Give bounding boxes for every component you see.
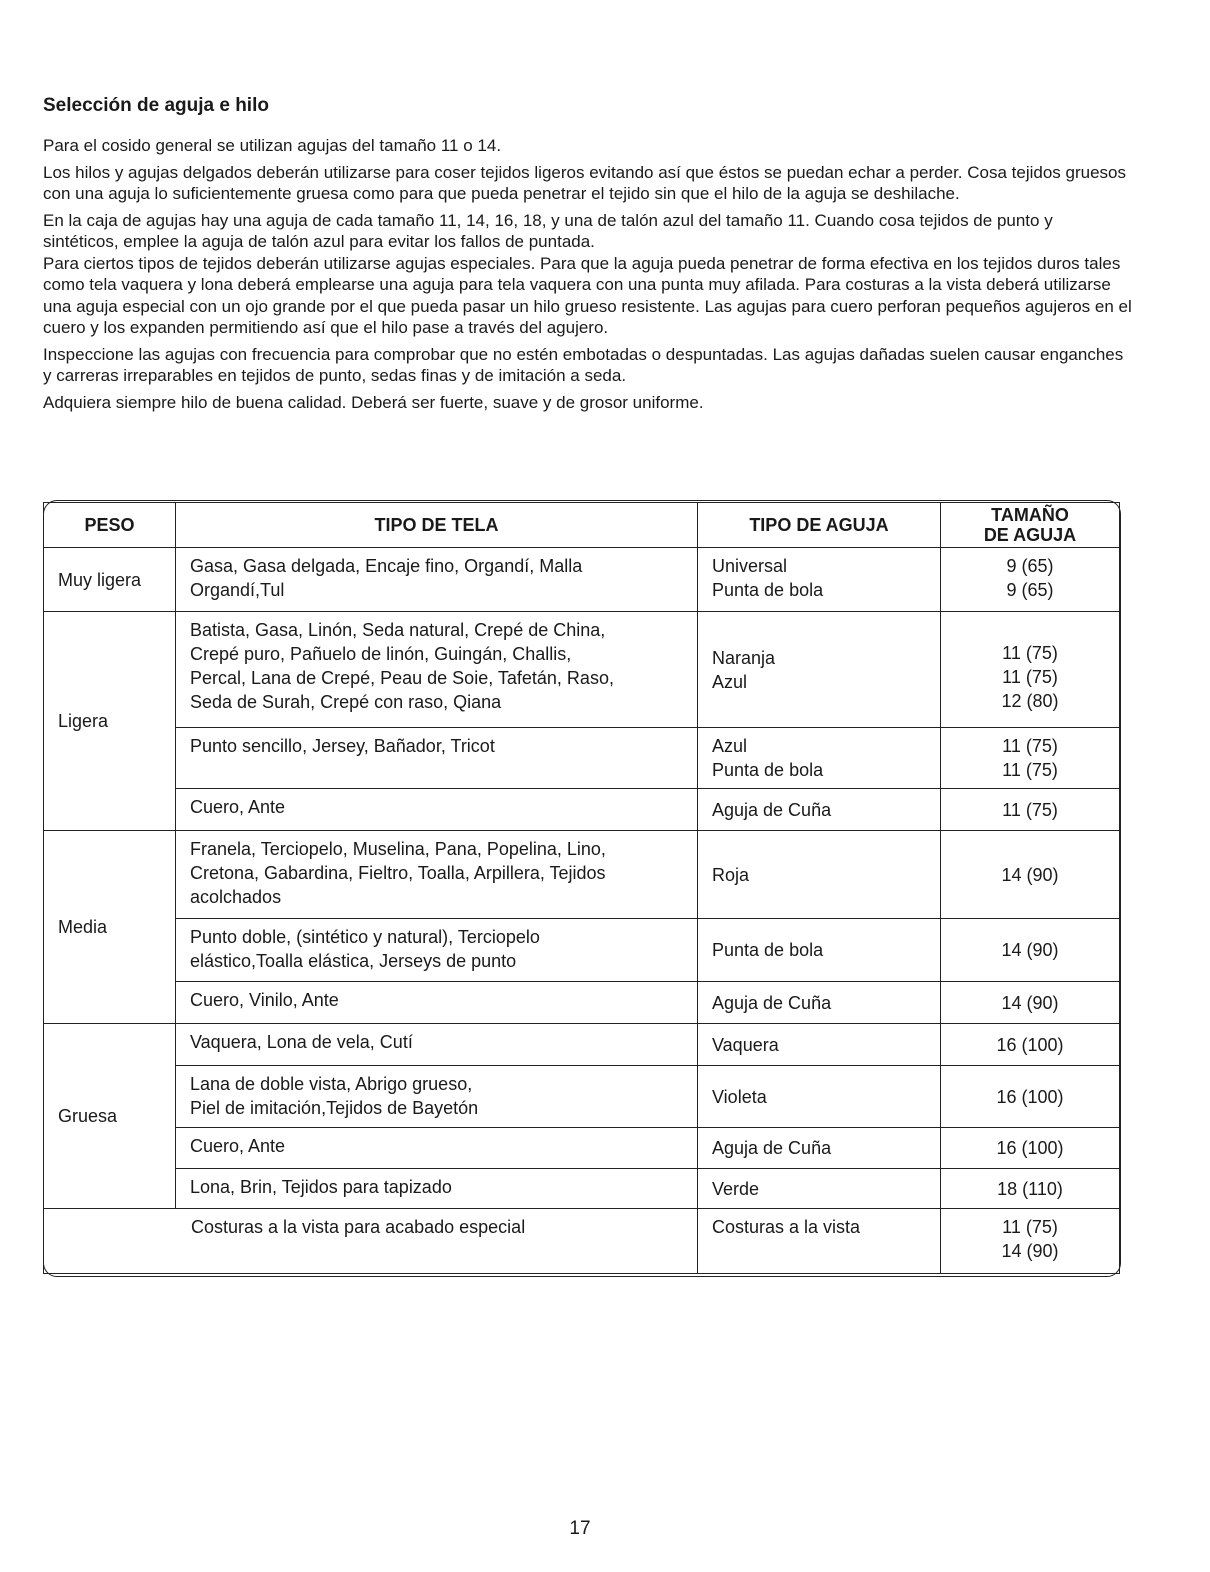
size-cell [941, 919, 1120, 982]
cell-line: Universal [712, 556, 788, 576]
aguja-cell [698, 919, 941, 982]
cell-line: Aguja de Cuña [712, 1138, 832, 1158]
peso-cell: Gruesa [44, 1024, 176, 1209]
intro-text [43, 135, 1133, 418]
cell-line: Crepé puro, Pañuelo de linón, Guingán, Challis, [190, 644, 572, 664]
tela-cell [176, 982, 698, 1024]
table-row [44, 789, 1120, 831]
size-cell [941, 612, 1120, 728]
cell-line: Franela, Terciopelo, Muselina, Pana, Popelina, Lino, [190, 839, 606, 859]
header-tipo-aguja: TIPO DE AGUJA [698, 503, 941, 548]
cell-line: 11 (75) [1002, 666, 1058, 687]
peso-cell: Media [44, 831, 176, 1024]
paragraph: Adquiera siempre hilo de buena calidad. Deberá ser fuerte, suave y de grosor uniforme. [43, 392, 704, 412]
tela-cell [176, 548, 698, 612]
cell-line: 16 (100) [996, 1086, 1064, 1107]
cell-line: 11 (75) [1002, 736, 1058, 756]
paragraph: Inspeccione las agujas con frecuencia para comprobar que no estén embotadas o despuntadas. Las agujas dañadas suelen causar enganches y carreras irreparables en tejidos de punto, sedas finas y de imitación a seda. [43, 344, 1124, 385]
cell-line: Cuero, Ante [190, 1136, 286, 1156]
cell-line: 9 (65) [1006, 580, 1054, 600]
cell-line: acolchados [190, 887, 282, 907]
aguja-cell [698, 789, 941, 831]
paragraph: En la caja de agujas hay una aguja de cada tamaño 11, 14, 16, 18, y una de talón azul del tamaño 11. Cuando cosa tejidos de punto y sintéticos, emplee la aguja de talón azul para evitar los fallos de puntada. [43, 210, 1053, 251]
table-header [44, 503, 1120, 548]
tela-cell [176, 919, 698, 982]
size-cell [941, 1169, 1120, 1209]
cell-line: Aguja de Cuña [712, 799, 832, 820]
cell-line: Punto doble, (sintético y natural), Terciopelo [190, 927, 540, 947]
size-cell [941, 548, 1120, 612]
table-row-special [44, 1209, 1120, 1274]
tela-cell [176, 728, 698, 789]
tela-cell [176, 1169, 698, 1209]
cell-line: Azul [712, 736, 748, 756]
cell-line: 11 (75) [1002, 799, 1058, 820]
cell-line: Azul [712, 671, 748, 692]
tela-cell: Costuras a la vista para acabado especial [44, 1209, 698, 1274]
cell-line: Vaquera [712, 1034, 779, 1055]
peso-cell: Muy ligera [44, 548, 176, 612]
cell-line: Batista, Gasa, Linón, Seda natural, Crepé de China, [190, 620, 606, 640]
size-cell [941, 1066, 1120, 1128]
cell-line: Violeta [712, 1086, 767, 1107]
cell-line: Percal, Lana de Crepé, Peau de Soie, Tafetán, Raso, [190, 668, 614, 688]
cell-line: 18 (110) [997, 1178, 1063, 1199]
tela-cell [176, 612, 698, 728]
table-row [44, 831, 1120, 919]
table-row [44, 612, 1120, 728]
page-number: 17 [569, 1518, 591, 1539]
paragraph: Los hilos y agujas delgados deberán utilizarse para coser tejidos ligeros evitando así que éstos se puedan echar a perder. Cosa tejidos gruesos con una aguja lo suficientemente gruesa como para que pueda penetrar el tejido sin que el hilo de la aguja se deshilache. [43, 162, 1127, 203]
cell-line: Naranja [712, 647, 776, 668]
size-cell [941, 789, 1120, 831]
cell-line: 16 (100) [996, 1034, 1064, 1055]
cell-line: 14 (90) [1001, 992, 1059, 1013]
table-row [44, 1066, 1120, 1128]
size-cell [941, 831, 1120, 919]
header-peso: PESO [44, 503, 176, 548]
tela-cell [176, 1066, 698, 1128]
aguja-cell [698, 1169, 941, 1209]
table-row [44, 1169, 1120, 1209]
cell-line: 14 (90) [1001, 940, 1059, 960]
tela-cell [176, 831, 698, 919]
cell-line: Punta de bola [712, 760, 824, 780]
cell-line: elástico,Toalla elástica, Jerseys de punto [190, 951, 517, 971]
cell-line: 14 (90) [1001, 1241, 1059, 1261]
size-cell [941, 1128, 1120, 1169]
cell-line: 11 (75) [1002, 760, 1058, 780]
cell-line: 12 (80) [1001, 690, 1059, 711]
aguja-cell [698, 1066, 941, 1128]
size-cell [941, 1024, 1120, 1066]
size-cell [941, 728, 1120, 789]
section-title: Selección de aguja e hilo [43, 95, 269, 116]
table-row [44, 728, 1120, 789]
cell-line: Aguja de Cuña [712, 992, 832, 1013]
aguja-cell: Costuras a la vista [698, 1209, 941, 1274]
tela-cell [176, 1128, 698, 1169]
header-tamano: TAMAÑO DE AGUJA [941, 503, 1120, 548]
aguja-cell [698, 1128, 941, 1169]
paragraph: Para ciertos tipos de tejidos deberán utilizarse agujas especiales. Para que la aguja pueda penetrar de forma efectiva en los tejidos duros tales como tela vaquera y lona deberá emplearse una aguja para tela vaquera con una punta muy afilada. Para costuras a la vista deberá utilizarse una aguja especial con un ojo grande por el que pueda pasar un hilo grueso resistente. Las agujas para cuero perforan pequeños agujeros en el cuero y los expanden permitiendo así que el hilo pase a través del agujero. [43, 253, 1132, 337]
table-row [44, 982, 1120, 1024]
cell-line: Punta de bola [712, 940, 824, 960]
size-cell [941, 1209, 1120, 1274]
aguja-cell [698, 612, 941, 728]
peso-cell: Ligera [44, 612, 176, 831]
cell-line: Roja [712, 864, 750, 885]
needle-table [43, 502, 1120, 1274]
cell-line: Punto sencillo, Jersey, Bañador, Tricot [190, 736, 495, 756]
tela-cell [176, 789, 698, 831]
cell-line: 9 (65) [1006, 556, 1054, 576]
cell-line: Lana de doble vista, Abrigo grueso, [190, 1074, 473, 1094]
table-row [44, 548, 1120, 612]
cell-line: Piel de imitación,Tejidos de Bayetón [190, 1098, 479, 1118]
table-row [44, 1128, 1120, 1169]
cell-line: Seda de Surah, Crepé con raso, Qiana [190, 692, 502, 712]
cell-line: Verde [712, 1178, 760, 1199]
cell-line: 16 (100) [996, 1138, 1064, 1158]
cell-line: 14 (90) [1001, 864, 1059, 885]
aguja-cell [698, 982, 941, 1024]
paragraph: Para el cosido general se utilizan agujas del tamaño 11 o 14. [43, 136, 502, 155]
aguja-cell [698, 1024, 941, 1066]
cell-line: Punta de bola [712, 580, 824, 600]
table-row [44, 1024, 1120, 1066]
header-tipo-tela: TIPO DE TELA [176, 503, 698, 548]
aguja-cell [698, 728, 941, 789]
cell-line: Organdí,Tul [190, 580, 285, 600]
tela-cell [176, 1024, 698, 1066]
cell-line: Vaquera, Lona de vela, Cutí [190, 1032, 413, 1052]
size-cell [941, 982, 1120, 1024]
cell-line: 11 (75) [1002, 642, 1058, 663]
table-row [44, 919, 1120, 982]
cell-line: Cuero, Ante [190, 797, 286, 817]
aguja-cell [698, 831, 941, 919]
aguja-cell [698, 548, 941, 612]
cell-line: 11 (75) [1002, 1217, 1058, 1237]
cell-line: Cretona, Gabardina, Fieltro, Toalla, Arpillera, Tejidos [190, 863, 606, 883]
cell-line: Gasa, Gasa delgada, Encaje fino, Organdí, Malla [190, 556, 583, 576]
cell-line: Lona, Brin, Tejidos para tapizado [190, 1177, 452, 1197]
cell-line: Cuero, Vinilo, Ante [190, 990, 339, 1010]
